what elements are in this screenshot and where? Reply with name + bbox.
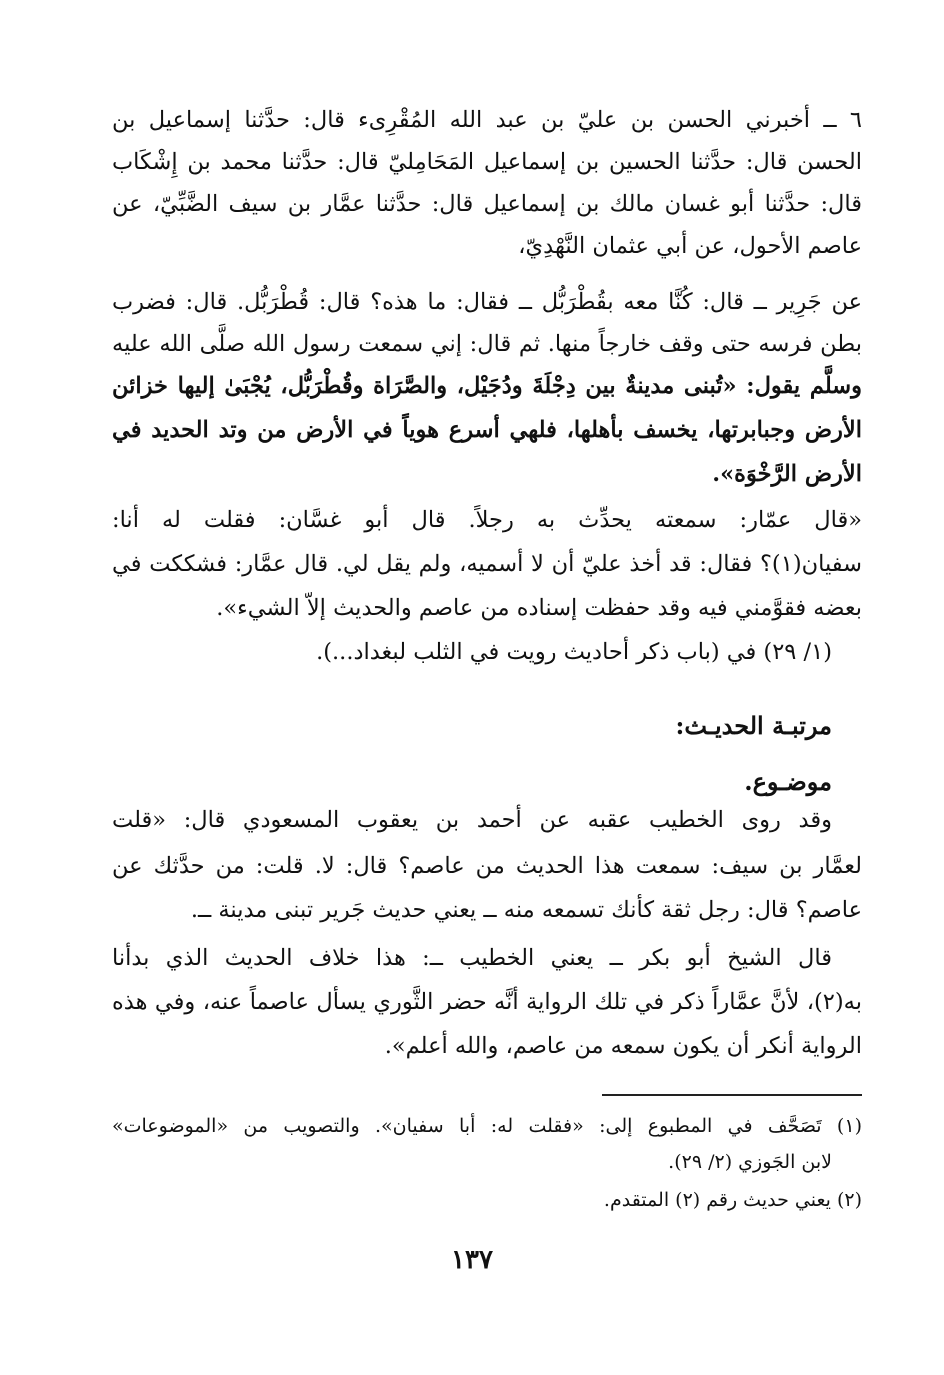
text-line: سفيان(١)؟ فقال: قد أخذ عليّ أن لا أسميه، ولم يقل لي. قال عمَّار: فشككت في [112,551,862,577]
text-line: «قال عمّار: سمعته يحدِّث به رجلاً. قال أبو غسَّان: فقلت له أنا: [112,507,862,533]
page-number: ١٣٧ [451,1245,493,1275]
text-line: به(٢)، لأنَّ عمَّاراً ذكر في تلك الرواية أنَّه حضر الثَّوري يسأل عاصماً عنه، وفي هذه [112,989,862,1015]
text-line: الحسن قال: حدَّثنا الحسين بن إسماعيل المَحَامِليّ قال: حدَّثنا محمد بن إِشْكَاب [112,149,862,175]
text-line: وقد روى الخطيب عقبه عن أحمد بن يعقوب المسعودي قال: «قلت [112,807,832,833]
text-line: عاصم؟ قال: رجل ثقة كأنك تسمعه منه ــ يعني حديث جَرير تبنى مدينة ــ. [190,897,862,923]
footnote-divider [602,1094,862,1096]
text-line: (١/ ٢٩) في (باب ذكر أحاديث رويت في الثلب لبغداد...). [316,639,832,665]
text-line: وسلَّم يقول: «تُبنى مدينةٌ بين دِجْلَةَ ودُجَيْل، والصَّرَاة وقُطْرَبُّل، يُجْبَىٰ إليها خزائن [112,373,862,399]
text-line: الأرض الرَّخْوَة». [712,461,862,487]
text-line: بعضه فقوَّمني فيه وقد حفظت إسناده من عاصم والحديث إلاّ الشيء». [216,595,862,621]
footnote-line: لابن الجَوزي (٢/ ٢٩). [668,1151,832,1173]
text-line: عن جَرِير ــ قال: كُنَّا معه بقُطْرَبُّل ــ فقال: ما هذه؟ قال: قُطْرَبُّل. قال: فضرب [112,289,862,315]
verdict-heading: موضـوع. [744,767,832,796]
text-line: الرواية أنكر أن يكون سمعه من عاصم، والله أعلم». [384,1033,862,1059]
footnote-line: (١) تَصَحَّف في المطبوع إلى: «فقلت له: أبا سفيان». والتصويب من «الموضوعات» [112,1115,862,1137]
text-line: لعمَّار بن سيف: سمعت هذا الحديث من عاصم؟ قال: لا. قلت: من حدَّثك عن [112,853,862,879]
section-heading: مرتبـة الحديـث: [675,711,832,740]
text-line: قال الشيخ أبو بكر ــ يعني الخطيب ــ: هذا خلاف الحديث الذي بدأنا [112,945,832,971]
footnote-line: (٢) يعني حديث رقم (٢) المتقدم. [603,1189,862,1211]
text-line: الأرض وجبابرتها، يخسف بأهلها، فلهي أسرع هوياً في الأرض من وتد الحديد في [112,417,862,443]
text-line: عاصم الأحول، عن أبي عثمان النَّهْدِيّ، [518,233,862,259]
text-line: ٦ ــ أخبرني الحسن بن عليّ بن عبد الله المُقْرِىء قال: حدَّثنا إسماعيل بن [112,107,862,133]
text-line: بطن فرسه حتى وقف خارجاً منها. ثم قال: إني سمعت رسول الله صلَّى الله عليه [112,331,862,357]
text-line: قال: حدَّثنا أبو غسان مالك بن إسماعيل قال: حدَّثنا عمَّار بن سيف الضَّبِّيّ، عن [112,191,863,217]
